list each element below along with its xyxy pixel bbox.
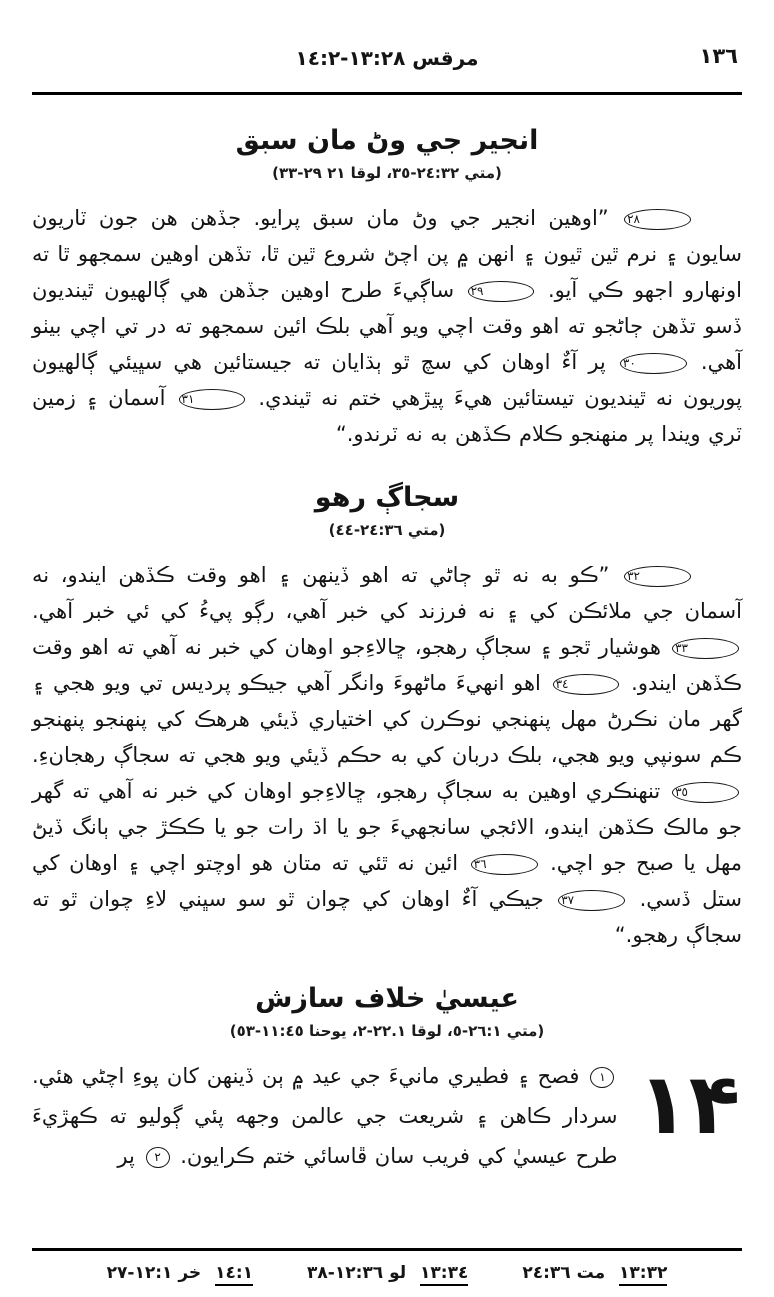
footer-cross-text: خر ١٢:١-٢٧ — [106, 1263, 202, 1283]
footer-reference — [307, 1263, 468, 1283]
footer-cross-text: لو ١٢:٣٦-٣٨ — [307, 1263, 407, 1283]
verse-text: ساڳيءَ طرح اوهين جڏهن هي ڳالهيون ٿينديون ڏسو تڏهن ڄاڻجو ته اهو وقت اچي ويو آهي بلڪ ائين سمجهو ته در تي اچي بيٺو آهي. — [32, 278, 742, 374]
verse-number: ٣٠ — [620, 353, 687, 374]
footer-verse-number: ١٤:١ — [215, 1263, 253, 1286]
verse-number: ٢ — [146, 1147, 170, 1168]
chapter-paragraph-text — [32, 1064, 617, 1168]
verse-number: ٣٧ — [558, 890, 625, 911]
chapter-number: ۱۴ — [637, 1055, 740, 1153]
paragraph — [32, 200, 742, 452]
footer-cross-text: مت ٢٤:٣٦ — [522, 1263, 606, 1283]
verse-text: جيڪي آءٌ اوهان کي چوان ٿو سو سڀني لاءِ چوان ٿو ته سجاڳ رهجو.“ — [32, 887, 742, 947]
verse-number: ٣٥ — [672, 782, 739, 803]
verse-text: پر آءٌ اوهان کي سچ ٿو ٻڌايان ته جيستائين هي سڀيئي ڳالهيون پوريون نه ٿينديون تيستائين هيءَ پيڙهي ختم نه ٿيندي. — [32, 350, 742, 410]
section-title: عيسيٰ خلاف سازش — [255, 983, 519, 1014]
verse-number: ١ — [590, 1067, 614, 1088]
verse-number: ٣٦ — [471, 854, 538, 875]
verse-text: ”اوهين انجير جي وڻ مان سبق پرايو. جڏهن هن جون ٽاريون سايون ۽ نرم ٿين ٿيون ۽ انهن ۾ پن اچڻ شروع ٿين ٿا، تڏهن اوهين سمجهو ٿا ته اونهارو اجهو ڪي آيو. — [32, 206, 742, 302]
verse-text: ائين نه ٿئي ته متان هو اوچتو اچي ۽ اوهان کي ستل ڏسي. — [32, 851, 742, 911]
verse-text: فصح ۽ فطيري مانيءَ جي عيد ۾ ٻن ڏينهن کان پوءِ اچڻي هئي. سردار ڪاهن ۽ شريعت جي عالمن وجهه پئي ڳوليو ته ڪهڙيءَ طرح عيسيٰ کي فريب سان ڦاسائي ختم ڪرايون. — [32, 1064, 618, 1168]
page-header — [32, 0, 742, 78]
verse-number: ٣٢ — [624, 566, 691, 587]
page-number: ١٣٦ — [699, 44, 738, 68]
verse-number: ٢٩ — [468, 281, 535, 302]
verse-number: ٣١ — [179, 389, 246, 410]
footer-verse-number: ١٣:٣٤ — [420, 1263, 468, 1286]
verse-text: آسمان ۽ زمين ٽري ويندا پر منهنجو ڪلام ڪڏهن به نه ٽرندو.“ — [32, 386, 742, 446]
section-title: انجير جي وڻ مان سبق — [235, 125, 539, 156]
footer-verse-number: ١٣:٣٢ — [619, 1263, 667, 1286]
page-footer — [32, 1248, 742, 1283]
verse-text: هوشيار ٿجو ۽ سجاڳ رهجو، ڇالاءِجو اوهان کي خبر نه آهي ته اهو وقت ڪڏهن ايندو. — [32, 635, 742, 695]
paragraph — [32, 1056, 742, 1176]
verse-text: اهو انهيءَ ماڻهوءَ وانگر آهي جيڪو پرديس تي ويو هجي ۽ گهر مان نڪرڻ مهل پنهنجي نوڪرن کي اختياري ڏيئي هرهڪ کي پنهنجو پنهنجو ڪم سونپي ويو هجي، بلڪ دربان کي به حڪم ڏيئي ويو هجي ته سجاڳ رهجانءِ. — [32, 671, 742, 767]
footer-reference — [107, 1263, 253, 1283]
section-stay-awake — [32, 482, 742, 953]
section-fig-tree-lesson — [32, 125, 742, 452]
verse-text: تنهنڪري اوهين به سجاڳ رهجو، ڇالاءِجو اوهان کي خبر نه آهي ته گهر جو مالڪ ڪڏهن ايندو، الائجي سانجهيءَ جو يا اڌ رات جو يا ڪڪڙ جي ٻانگ ڏيڻ مهل يا صبح جو اچي. — [32, 779, 742, 875]
verse-number: ٢٨ — [624, 209, 691, 230]
verse-text: پر — [117, 1144, 135, 1168]
footer-cross-references — [32, 1263, 742, 1283]
section-reference: (متي ٢٤:٣٢-٣٥، لوقا ٢١ ٢٩-٣٣) — [272, 164, 502, 182]
footer-divider — [32, 1248, 742, 1251]
header-divider — [32, 92, 742, 95]
footer-reference — [522, 1263, 667, 1283]
verse-number: ٣٣ — [672, 638, 739, 659]
running-title: مرقس ١٣:٢٨-١٤:٢ — [295, 46, 479, 70]
verse-text: ”ڪو به نه ٿو ڄاڻي ته اهو ڏينهن ۽ اهو وقت ڪڏهن ايندو، نه آسمان جي ملائڪن کي ۽ نه فرزند کي خبر آهي، رڳو پيءُ کي ئي خبر آهي. — [32, 563, 742, 623]
section-reference: (متي ٢٦:١-٥، لوقا ٢٢.١-٢، يوحنا ١١:٤٥-٥٣) — [229, 1022, 545, 1040]
paragraph — [32, 557, 742, 953]
section-plot-against-jesus — [32, 983, 742, 1176]
verse-number: ٣٤ — [553, 674, 620, 695]
section-reference: (متي ٢٤:٣٦-٤٤) — [328, 521, 446, 539]
section-title: سجاڳ رهو — [314, 482, 460, 513]
